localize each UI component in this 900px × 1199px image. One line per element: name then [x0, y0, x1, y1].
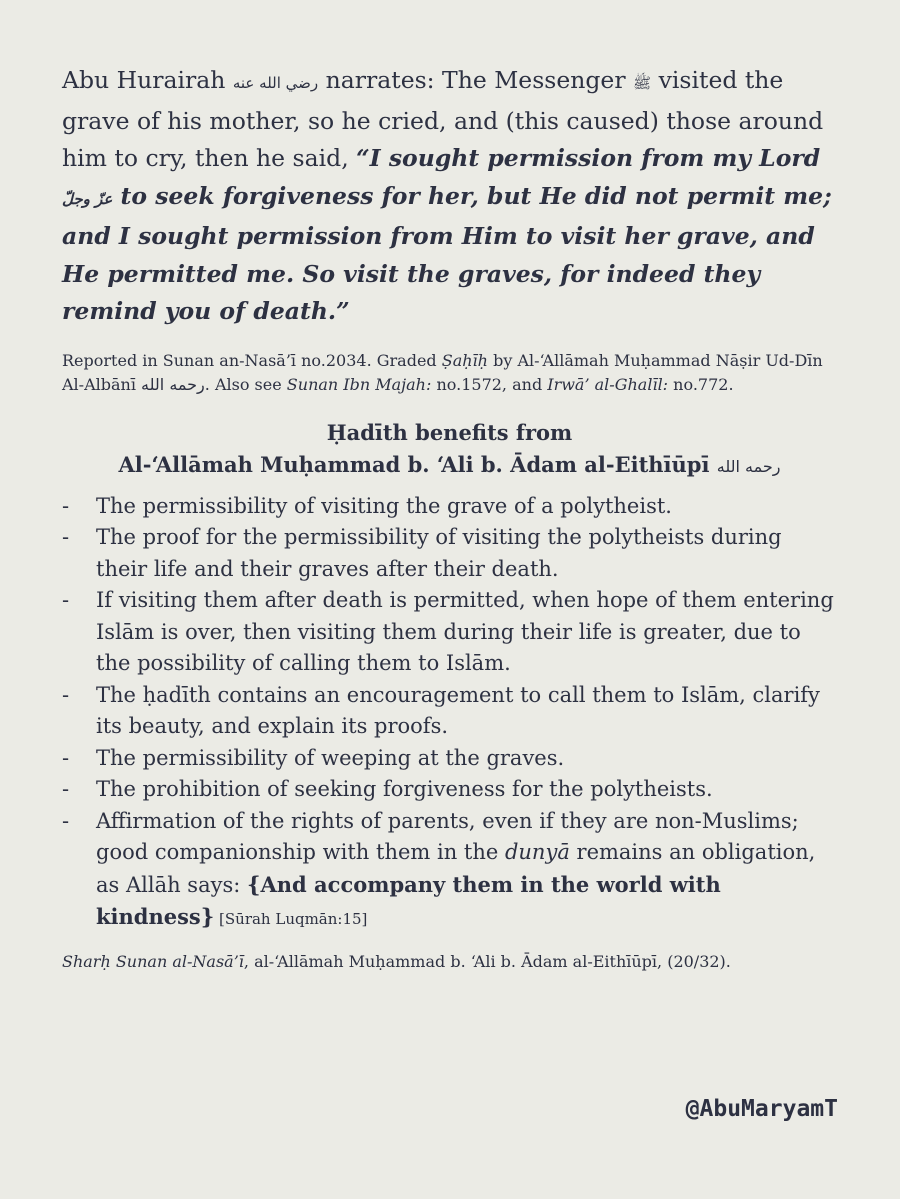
author-handle: @AbuMaryamT	[685, 1096, 838, 1122]
reference-text: . Also see	[204, 374, 287, 394]
quote-text: to seek forgiveness for her, but He did not permit me; and I sought permission from Him to visit her grave, and He permitted me. So visit the graves, for indeed they remind you of death.”	[62, 181, 832, 325]
narration-text: narrates: The Messenger	[318, 66, 634, 94]
list-item	[62, 806, 837, 936]
benefit-text: remains an obligation, as Allāh says:	[96, 840, 816, 897]
verse-reference: [Sūrah Luqmān:15]	[214, 910, 368, 928]
bullet-dash: -	[62, 682, 70, 707]
book-title: Sunan Ibn Majah:	[286, 374, 432, 394]
bullet-dash: -	[62, 808, 70, 833]
list-item	[62, 585, 837, 680]
benefit-text: The proof for the permissibility of visiting the polytheists during their life and their graves after their death.	[96, 525, 782, 581]
bullet-dash: -	[62, 777, 70, 801]
quran-verse: {And accompany them in the world with kindness}	[96, 871, 721, 929]
salawat-glyph: ﷺ	[633, 74, 652, 92]
quote-text: “I sought permission from my Lord	[356, 144, 821, 172]
benefit-text: Affirmation of the rights of parents, even if they are non-Muslims; good companionship with them in the	[96, 808, 799, 864]
grading: Ṣaḥīḥ	[441, 350, 488, 370]
arabic-honorific: عزّ وجلّ	[62, 189, 113, 208]
reference-text: no.1572, and	[431, 374, 548, 394]
narration-text: Abu Hurairah	[62, 66, 233, 94]
narration-text: visited the grave of his mother, so he cried, and (this caused) those around him to cry, then he said,	[62, 66, 824, 172]
heading-line-2	[62, 449, 837, 483]
bullet-dash: -	[62, 745, 70, 770]
list-item	[62, 491, 837, 523]
source-citation	[62, 950, 837, 974]
benefits-list	[62, 491, 837, 936]
list-item	[62, 743, 837, 775]
list-item	[62, 774, 837, 806]
arabic-honorific: رحمه الله	[141, 374, 205, 394]
benefit-text: If visiting them after death is permitted, when hope of them entering Islām is over, then visiting them during their life is greater, due to the possibility of calling them to Islām.	[96, 588, 834, 675]
bullet-dash: -	[62, 588, 70, 612]
reference-text: by Al-‘Allāmah Muḥammad Nāṣir Ud-Dīn Al-Albānī	[62, 350, 823, 394]
benefit-text: The ḥadīth contains an encouragement to call them to Islām, clarify its beauty, and explain its proofs.	[96, 682, 820, 738]
arabic-honorific: رضي الله عنه	[232, 74, 319, 92]
benefit-text: The permissibility of visiting the grave of a polytheist.	[96, 493, 672, 518]
book-title: Irwā’ al-Ghalīl:	[547, 374, 669, 394]
benefit-text: The permissibility of weeping at the graves.	[96, 745, 565, 770]
heading-line-1: Ḥadīth benefits from	[326, 419, 573, 445]
hadith-narration	[62, 62, 837, 331]
list-item	[62, 522, 837, 585]
heading-text: Al-‘Allāmah Muḥammad b. ‘Ali b. Ādam al-Eithīūpī	[118, 451, 717, 477]
reference-text: no.772.	[668, 374, 734, 394]
list-item	[62, 680, 837, 743]
hadith-reference	[62, 349, 837, 397]
benefit-text: The prohibition of seeking forgiveness for the polytheists.	[96, 777, 713, 801]
arabic-honorific: رحمه الله	[716, 456, 781, 476]
term-dunya: dunyā	[504, 840, 570, 864]
source-title: Sharḥ Sunan al-Nasā’ī	[62, 951, 244, 971]
benefits-heading	[62, 417, 837, 483]
bullet-dash: -	[62, 493, 70, 518]
bullet-dash: -	[62, 525, 70, 549]
source-text: , al-‘Allāmah Muḥammad b. ‘Ali b. Ādam al-Eithīūpī, (20/32).	[243, 951, 731, 971]
reference-text: Reported in Sunan an-Nasā’ī no.2034. Graded	[62, 350, 442, 370]
document	[62, 62, 837, 974]
